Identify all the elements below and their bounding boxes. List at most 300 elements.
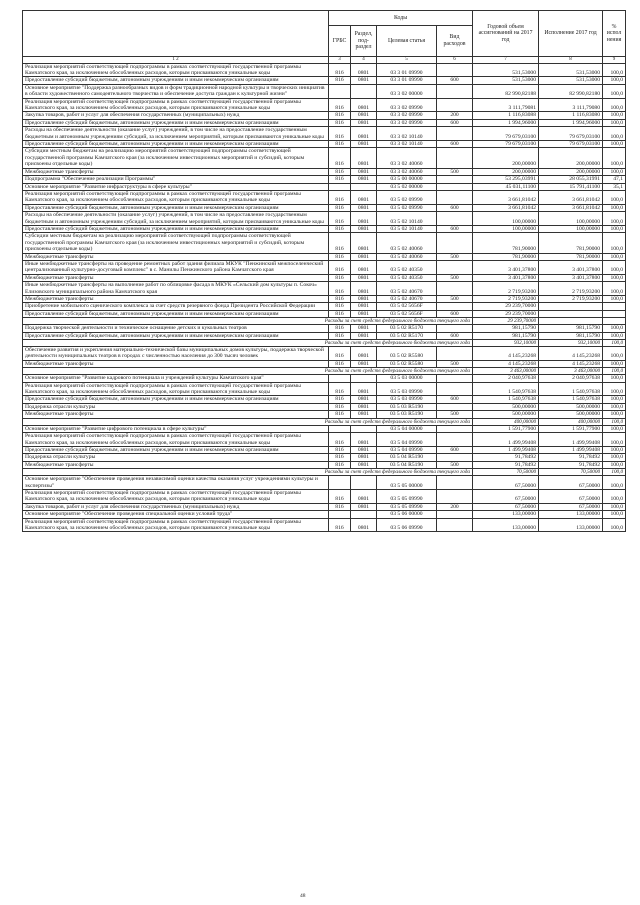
row-ispoln: 67,50000 [539, 503, 603, 510]
table-row [23, 368, 626, 375]
row-target: 03 5 02 40350 [377, 260, 437, 274]
row-vid [437, 403, 473, 410]
row-grbs: 816 [329, 77, 351, 84]
row-plan: 1 499,99408 [473, 433, 539, 447]
row-plan: 53 295,03991 [473, 176, 539, 183]
row-percent [603, 310, 626, 317]
row-name: Иные межбюджетные трансферты на выполнение работ по облицовке фасада в МКУК «Сельский дом культуры п. Сокоч» Елизовского муниципального района Камчатского края [23, 282, 329, 296]
table-row [23, 396, 626, 403]
row-razdel: 0801 [351, 360, 377, 367]
row-plan: 781,90000 [473, 253, 539, 260]
row-ispoln: 781,90000 [539, 253, 603, 260]
column-number-cell: 3 [329, 57, 351, 64]
row-target: 03 5 04 00000 [377, 425, 437, 432]
row-vid: 600 [437, 141, 473, 148]
row-ispoln: 1 540,97638 [539, 396, 603, 403]
row-ispoln: 1 116,83080 [539, 112, 603, 119]
row-razdel [351, 375, 377, 382]
table-body [23, 63, 626, 532]
row-ispoln: 133,00000 [539, 511, 603, 518]
header-tsel: Целевая статья [377, 26, 437, 57]
row-grbs: 816 [329, 360, 351, 367]
row-ispoln: 2 719,93200 [539, 282, 603, 296]
row-plan: 3 661,81042 [473, 204, 539, 211]
row-vid: 200 [437, 112, 473, 119]
row-target: 03 5 05 09990 [377, 503, 437, 510]
row-percent: 100,0 [603, 347, 626, 361]
row-vid: 600 [437, 119, 473, 126]
row-percent: 100,0 [603, 433, 626, 447]
row-plan: 3 401,37800 [473, 274, 539, 281]
row-name: Субсидии местным бюджетам на реализацию мероприятий соответствующей подпрограммы соответствующей государственной программы Камчатского края (за исключением инвестиционных мероприятий и субсидий, которым присвоены отдельные коды) [23, 148, 329, 168]
row-grbs [329, 84, 351, 98]
row-vid [437, 375, 473, 382]
row-ispoln: 67,50000 [539, 476, 603, 490]
row-ispoln: 79 679,03100 [539, 141, 603, 148]
table-row [23, 318, 626, 325]
row-ispoln: 1 994,96000 [539, 119, 603, 126]
row-percent: 100,0 [603, 411, 626, 418]
row-vid: 500 [437, 360, 473, 367]
row-razdel: 0801 [351, 503, 377, 510]
row-target: 03 5 04 R5190 [377, 461, 437, 468]
row-percent: 100,0 [603, 84, 626, 98]
row-grbs: 816 [329, 141, 351, 148]
row-grbs: 816 [329, 433, 351, 447]
row-ispoln: 4 145,23268 [539, 347, 603, 361]
row-razdel: 0801 [351, 296, 377, 303]
row-percent: 100,0 [603, 403, 626, 410]
row-target: 03 5 02 09990 [377, 190, 437, 204]
row-target: 03 5 05 09990 [377, 489, 437, 503]
row-vid: 500 [437, 253, 473, 260]
row-target: 03 3 01 09990 [377, 63, 437, 77]
row-vid: 600 [437, 332, 473, 339]
row-percent: 100,0 [603, 204, 626, 211]
row-target: 03 5 03 09990 [377, 382, 437, 396]
table-row [23, 204, 626, 211]
row-target: 03 5 03 00000 [377, 375, 437, 382]
row-plan: 29 239,70000 [473, 310, 539, 317]
row-razdel: 0801 [351, 119, 377, 126]
row-name: Предоставление субсидий бюджетным, автономным учреждениям и иным некоммерческим организациям [23, 119, 329, 126]
row-razdel: 0801 [351, 148, 377, 168]
row-percent: 100,0 [603, 127, 626, 141]
row-grbs: 816 [329, 296, 351, 303]
row-name: Основное мероприятие "Развитие цифрового потенциала в сфере культуры" [23, 425, 329, 432]
row-target: 03 3 01 09990 [377, 77, 437, 84]
row-plan: 1 499,99408 [473, 446, 539, 453]
row-vid [437, 148, 473, 168]
row-percent: 100,0 [603, 518, 626, 532]
row-plan: 82 990,82188 [473, 84, 539, 98]
row-target: 03 5 02 R5580 [377, 347, 437, 361]
row-plan: 500,00000 [473, 411, 539, 418]
row-target: 03 3 02 10140 [377, 141, 437, 148]
row-target: 03 5 02 10140 [377, 225, 437, 232]
row-percent: 100,0 [603, 325, 626, 332]
row-percent: 100,0 [603, 360, 626, 367]
table-row [23, 433, 626, 447]
row-vid [437, 260, 473, 274]
row-percent: 100,0 [603, 461, 626, 468]
row-grbs: 816 [329, 325, 351, 332]
table-row [23, 63, 626, 77]
row-plan: 29 239,70000 [473, 318, 539, 325]
row-target: 03 5 02 R5170 [377, 332, 437, 339]
row-plan: 2 040,97638 [473, 375, 539, 382]
row-ispoln: 91,78492 [539, 461, 603, 468]
row-name: Расходы за счет средств федерального бюджета текущего года [23, 340, 473, 347]
row-plan: 100,00000 [473, 212, 539, 226]
row-percent: 35,1 [603, 183, 626, 190]
row-percent [603, 303, 626, 310]
row-name: Реализация мероприятий соответствующей подпрограммы в рамках соответствующей государственной программы Камчатского края, за исключением обособленных расходов, которым присваиваются уникальные коды [23, 63, 329, 77]
row-ispoln: 531,53000 [539, 63, 603, 77]
table-row [23, 296, 626, 303]
row-vid [437, 127, 473, 141]
row-ispoln [539, 318, 603, 325]
row-ispoln: 500,00000 [539, 411, 603, 418]
column-number-cell: 5 [377, 57, 437, 64]
table-row [23, 489, 626, 503]
row-vid: 500 [437, 461, 473, 468]
row-name: Расходы за счет средств федерального бюджета текущего года [23, 368, 473, 375]
row-ispoln: 70,50000 [539, 469, 603, 476]
row-ispoln: 200,00000 [539, 148, 603, 168]
row-razdel: 0801 [351, 127, 377, 141]
column-number-cell: 7 [473, 57, 539, 64]
row-plan: 531,53000 [473, 77, 539, 84]
row-grbs: 816 [329, 204, 351, 211]
row-vid: 500 [437, 274, 473, 281]
row-target: 03 5 03 09990 [377, 396, 437, 403]
row-name: Предоставление субсидий бюджетным, автономным учреждениям и иным некоммерческим организациям [23, 310, 329, 317]
row-percent: 100,0 [603, 98, 626, 112]
row-target: 03 5 03 R5190 [377, 411, 437, 418]
table-row [23, 233, 626, 253]
row-grbs: 816 [329, 403, 351, 410]
row-plan: 981,15790 [473, 332, 539, 339]
row-razdel: 0801 [351, 190, 377, 204]
row-grbs [329, 375, 351, 382]
row-vid [437, 454, 473, 461]
row-name: Предоставление субсидий бюджетным, автономным учреждениям и иным некоммерческим организациям [23, 225, 329, 232]
row-vid [437, 98, 473, 112]
row-percent: 100,0 [603, 148, 626, 168]
row-vid [437, 425, 473, 432]
column-number-cell: 8 [539, 57, 603, 64]
header-razdel: Раздел, под-раздел [351, 26, 377, 57]
table-row [23, 168, 626, 175]
row-name: Обеспечение развития и укрепления материально-технической базы муниципальных домов культуры, поддержка творческой деятельности муниципальных театров в городах с численностью населения до 300 тысяч человек [23, 347, 329, 361]
row-vid: 600 [437, 204, 473, 211]
row-plan: 1 591,77900 [473, 425, 539, 432]
row-ispoln [539, 310, 603, 317]
row-name: Расходы за счет средств федерального бюджета текущего года [23, 469, 473, 476]
row-vid: 600 [437, 446, 473, 453]
row-percent: 100,0 [603, 332, 626, 339]
row-target: 03 5 04 09990 [377, 433, 437, 447]
row-ispoln: 3 661,81042 [539, 190, 603, 204]
row-plan: 91,78492 [473, 454, 539, 461]
row-name: Иные межбюджетные трансферты на проведение ремонтных работ здания филиала МКУК "Пенжинский межпоселенческий централизованный культурно-досуговый комплекс" в с. Манилы Пенжинского района Камчатского края [23, 260, 329, 274]
table-row [23, 212, 626, 226]
budget-table [22, 10, 626, 532]
row-target: 03 5 02 10140 [377, 212, 437, 226]
row-target: 03 5 02 00000 [377, 183, 437, 190]
row-razdel: 0801 [351, 461, 377, 468]
table-row [23, 518, 626, 532]
row-target: 03 3 02 09990 [377, 98, 437, 112]
row-ispoln: 4 145,23268 [539, 360, 603, 367]
row-ispoln: 91,78492 [539, 454, 603, 461]
row-razdel: 0801 [351, 382, 377, 396]
row-vid [437, 347, 473, 361]
row-grbs: 816 [329, 310, 351, 317]
row-percent: 100,0 [603, 119, 626, 126]
row-name: Межбюджетные трансферты [23, 296, 329, 303]
row-grbs: 816 [329, 127, 351, 141]
row-target: 03 5 00 00000 [377, 176, 437, 183]
row-razdel: 0801 [351, 446, 377, 453]
row-plan: 29 239,70000 [473, 303, 539, 310]
table-row [23, 454, 626, 461]
row-plan: 4 145,23268 [473, 360, 539, 367]
row-vid: 600 [437, 396, 473, 403]
row-plan: 91,78492 [473, 461, 539, 468]
header-vid: Вид расходов [437, 26, 473, 57]
row-razdel: 0801 [351, 63, 377, 77]
row-grbs [329, 476, 351, 490]
table-row [23, 425, 626, 432]
row-grbs: 816 [329, 112, 351, 119]
row-target: 03 3 02 40060 [377, 148, 437, 168]
row-razdel: 0801 [351, 77, 377, 84]
row-ispoln: 82 990,82180 [539, 84, 603, 98]
row-ispoln: 500,00000 [539, 403, 603, 410]
row-vid [437, 212, 473, 226]
row-razdel: 0801 [351, 325, 377, 332]
row-name: Расходы на обеспечение деятельности (оказание услуг) учреждений, в том числе на предоставление государственным бюджетным и автономным учреждениям субсидий, за исключением мероприятий, которым присваиваются уникальные коды [23, 212, 329, 226]
table-row [23, 77, 626, 84]
row-ispoln: 67,50000 [539, 489, 603, 503]
row-name: Межбюджетные трансферты [23, 168, 329, 175]
row-percent: 100,0 [603, 253, 626, 260]
row-plan: 3 661,81042 [473, 190, 539, 204]
row-percent: 100,0 [603, 63, 626, 77]
row-ispoln: 932,10000 [539, 340, 603, 347]
row-percent: 100,0 [603, 233, 626, 253]
row-razdel: 0801 [351, 332, 377, 339]
row-grbs: 816 [329, 303, 351, 310]
row-percent: 100,0 [603, 368, 626, 375]
row-razdel: 0801 [351, 98, 377, 112]
row-plan: 781,90000 [473, 233, 539, 253]
table-row [23, 461, 626, 468]
table-row [23, 176, 626, 183]
row-percent: 100,0 [603, 511, 626, 518]
table-row [23, 332, 626, 339]
row-ispoln: 981,15790 [539, 325, 603, 332]
row-razdel: 0801 [351, 168, 377, 175]
row-razdel [351, 183, 377, 190]
row-ispoln: 981,15790 [539, 332, 603, 339]
table-row [23, 141, 626, 148]
row-grbs [329, 425, 351, 432]
row-razdel: 0801 [351, 403, 377, 410]
row-grbs: 816 [329, 260, 351, 274]
table-row [23, 253, 626, 260]
row-percent: 100,0 [603, 274, 626, 281]
row-plan: 200,00000 [473, 148, 539, 168]
row-ispoln: 3 661,81042 [539, 204, 603, 211]
row-vid: 200 [437, 503, 473, 510]
row-percent: 100,0 [603, 446, 626, 453]
row-target: 03 5 02 40060 [377, 233, 437, 253]
row-name: Предоставление субсидий бюджетным, автономным учреждениям и иным некоммерческим организациям [23, 332, 329, 339]
row-target: 03 5 02 R5580 [377, 360, 437, 367]
table-row [23, 274, 626, 281]
row-name: Закупка товаров, работ и услуг для обеспечения государственных (муниципальных) нужд [23, 112, 329, 119]
table-row [23, 112, 626, 119]
row-ispoln: 3 463,00000 [539, 368, 603, 375]
row-vid [437, 433, 473, 447]
table-row [23, 303, 626, 310]
row-plan: 3 401,37800 [473, 260, 539, 274]
table-row [23, 403, 626, 410]
row-razdel: 0801 [351, 233, 377, 253]
row-target: 03 5 02 5656F [377, 310, 437, 317]
row-grbs: 816 [329, 119, 351, 126]
row-plan: 1 994,96000 [473, 119, 539, 126]
row-ispoln [539, 303, 603, 310]
column-number-cell: 1 2 [23, 57, 329, 64]
row-ispoln: 2 040,97638 [539, 375, 603, 382]
row-razdel: 0801 [351, 225, 377, 232]
row-vid: 600 [437, 310, 473, 317]
row-name: Поддержка творческой деятельности и техническое оснащение детских и кукольных театров [23, 325, 329, 332]
row-plan: 70,50000 [473, 469, 539, 476]
row-razdel: 0801 [351, 454, 377, 461]
row-razdel [351, 476, 377, 490]
table-row [23, 411, 626, 418]
row-target: 03 5 02 R5170 [377, 325, 437, 332]
row-name: Межбюджетные трансферты [23, 411, 329, 418]
row-ispoln: 133,00000 [539, 518, 603, 532]
row-plan: 981,15790 [473, 325, 539, 332]
table-row [23, 119, 626, 126]
header-plan: Годовой объем ассигнований на 2017 год [473, 11, 539, 57]
row-grbs: 816 [329, 503, 351, 510]
row-grbs: 816 [329, 454, 351, 461]
row-name: Закупка товаров, работ и услуг для обеспечения государственных (муниципальных) нужд [23, 503, 329, 510]
row-name: Межбюджетные трансферты [23, 253, 329, 260]
header-codes: Коды [329, 11, 473, 26]
row-vid: 600 [437, 77, 473, 84]
row-percent: 100,0 [603, 469, 626, 476]
table-row [23, 260, 626, 274]
row-percent: 100,0 [603, 141, 626, 148]
row-razdel: 0801 [351, 518, 377, 532]
row-name: Предоставление субсидий бюджетным, автономным учреждениям и иным некоммерческим организациям [23, 396, 329, 403]
table-row [23, 282, 626, 296]
header-grbs: ГРБС [329, 26, 351, 57]
row-vid [437, 476, 473, 490]
row-grbs: 816 [329, 282, 351, 296]
row-percent: 100,0 [603, 454, 626, 461]
row-name: Предоставление субсидий бюджетным, автономным учреждениям и иным некоммерческим организациям [23, 446, 329, 453]
row-percent: 100,0 [603, 375, 626, 382]
row-target: 03 3 02 00000 [377, 84, 437, 98]
row-plan: 1 116,83088 [473, 112, 539, 119]
row-target: 03 5 02 5656F [377, 303, 437, 310]
row-vid [437, 183, 473, 190]
table-row [23, 476, 626, 490]
row-percent: 100,0 [603, 418, 626, 425]
row-plan: 133,00000 [473, 518, 539, 532]
row-name: Поддержка отрасли культуры [23, 454, 329, 461]
row-target: 03 5 02 40350 [377, 274, 437, 281]
row-vid [437, 518, 473, 532]
row-grbs: 816 [329, 347, 351, 361]
row-plan: 67,50000 [473, 476, 539, 490]
row-razdel: 0801 [351, 253, 377, 260]
row-grbs: 816 [329, 212, 351, 226]
row-grbs: 816 [329, 489, 351, 503]
table-row [23, 325, 626, 332]
page-number: 48 [300, 893, 306, 899]
table-row [23, 360, 626, 367]
row-percent: 100,0 [603, 225, 626, 232]
row-razdel: 0801 [351, 176, 377, 183]
row-razdel: 0801 [351, 347, 377, 361]
row-target: 03 3 02 09990 [377, 119, 437, 126]
row-razdel: 0801 [351, 260, 377, 274]
row-percent: 100,0 [603, 503, 626, 510]
row-target: 03 5 02 40060 [377, 253, 437, 260]
row-name: Межбюджетные трансферты [23, 360, 329, 367]
row-ispoln: 1 591,77900 [539, 425, 603, 432]
row-grbs: 816 [329, 168, 351, 175]
row-vid: 500 [437, 296, 473, 303]
row-plan: 3 463,00000 [473, 368, 539, 375]
row-name: Расходы за счет средств федерального бюджета текущего года [23, 418, 473, 425]
row-grbs: 816 [329, 382, 351, 396]
row-percent: 100,0 [603, 476, 626, 490]
row-ispoln: 28 055,31991 [539, 176, 603, 183]
row-grbs: 816 [329, 63, 351, 77]
row-plan: 100,00000 [473, 225, 539, 232]
row-vid [437, 489, 473, 503]
row-percent: 100,0 [603, 382, 626, 396]
row-target: 03 5 03 R5190 [377, 403, 437, 410]
row-percent: 100,0 [603, 168, 626, 175]
row-ispoln: 100,00000 [539, 225, 603, 232]
row-name: Реализация мероприятий соответствующей подпрограммы в рамках соответствующей государственной программы Камчатского края, за исключением обособленных расходов, которым присваиваются уникальные коды [23, 190, 329, 204]
row-ispoln: 1 540,97638 [539, 382, 603, 396]
table-row [23, 183, 626, 190]
row-name: Подпрограмма "Обеспечение реализации Программы" [23, 176, 329, 183]
row-percent: 47,1 [603, 176, 626, 183]
row-percent: 100,0 [603, 212, 626, 226]
row-percent: 100,0 [603, 282, 626, 296]
row-razdel: 0801 [351, 433, 377, 447]
column-number-cell: 4 [351, 57, 377, 64]
row-plan: 67,50000 [473, 503, 539, 510]
row-plan: 2 719,93200 [473, 296, 539, 303]
row-vid [437, 63, 473, 77]
